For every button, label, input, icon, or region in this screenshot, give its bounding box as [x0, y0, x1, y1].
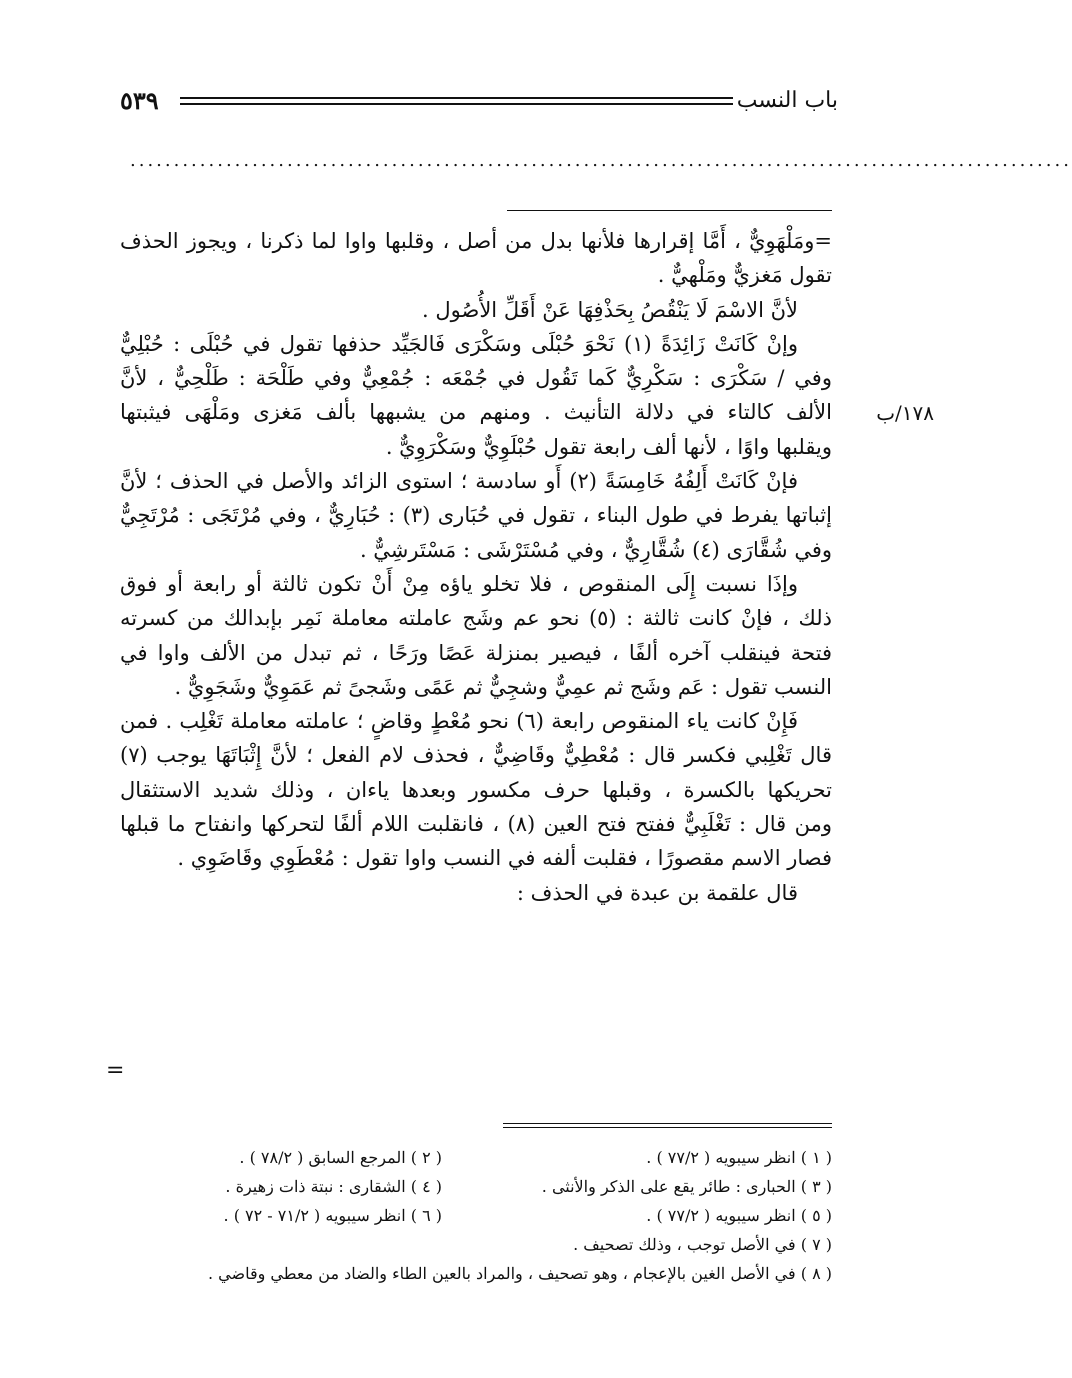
page-header	[120, 88, 838, 122]
text-line: وفي / سَكْرَى : سَكْرِيٌّ كَما تَقُول في جُمْعَه : جُمْعِيٌّ وفي طَلْحَة : طَلْحِيٌّ ، لأنَّ	[120, 366, 832, 391]
text-line: ويقلبها واوًا ، لأنها ألف رابعة تقول حُبْلَوِيٌّ وسَكْرَوِيٌّ .	[385, 434, 832, 459]
section-rule	[507, 210, 832, 211]
text-line: =ومَلْهَوِيٌّ ، أَمَّا إقرارها فلأنها بدل من أصل ، وقلبها واوا لما ذكرنا ، ويجوز الحذف	[120, 229, 832, 253]
footnote-row	[120, 1230, 832, 1259]
footnotes	[120, 1143, 832, 1288]
text-line: فَإِنْ كانت ياء المنقوص رابعة (٦) نحو مُعْطٍ وقاضٍ ؛ عاملته معاملة تَغْلِب . فمن	[120, 709, 798, 734]
text-line: فتحة فينقلب آخره ألفًا ، فيصير بمنزلة عَصًا ورَحًا ، ثم تبدل من الألف واوا في	[120, 640, 832, 665]
footnote-1: ( ١ ) انظر سيبويه ( ٧٧/٢ ) .	[646, 1148, 832, 1167]
footnote-row	[120, 1172, 832, 1201]
verse-line: لأنَّ الاسْمَ لَا يَنْقُصُ بِحَذْفِهَا عَنْ أَقَلِّ الأُصُول .	[422, 297, 798, 322]
footnote-row	[120, 1259, 832, 1288]
footnote-6: ( ٦ ) انظر سيبويه ( ٧١/٢ - ٧٢ ) .	[223, 1206, 442, 1225]
chapter-title: باب النسب	[736, 88, 838, 113]
footnote-row	[120, 1201, 832, 1230]
text-line: وإنْ كَانَتْ زَائِدَةً (١) نَحْوَ حُبْلَى وسَكْرَى فَالجَيِّد حذفها تقول في حُبْلَى : حُبْلِيٌّ	[120, 331, 798, 356]
dotted-separator: ............................................................................................................	[130, 150, 1072, 171]
footnote-8: ( ٨ ) في الأصل الغين بالإعجام ، وهو تصحيف ، والمراد بالعين الطاء والضاد من معطي وقاضي .	[208, 1264, 832, 1283]
footnote-2: ( ٢ ) المرجع السابق ( ٧٨/٢ ) .	[239, 1148, 442, 1167]
text-line: ومن قال : تَغْلَبِيٌّ ففتح فتح العين (٨) ، فانقلبت اللام ألفًا لتحركها وانفتاح ما قبلها	[120, 812, 832, 837]
text-line: تقول مَغزيٌّ ومَلْهيٌّ .	[657, 263, 832, 288]
text-line: قال علقمة بن عبدة في الحذف :	[516, 880, 798, 905]
text-line: الألف كالتاء في دلالة التأنيث . ومنهم من يشبهها بألف مَغزى ومَلْهَى فيثبتها	[120, 400, 832, 425]
text-line: ذلك ، فإنْ كانت ثالثة : (٥) نحو عم وشَج عاملته معاملة نَمِر بإبدالك من كسرته	[120, 606, 832, 631]
text-line: وإذَا نسبت إِلَى المنقوص ، فلا تخلو ياؤه مِنْ أَنْ تكون ثالثة أو رابعة أو فوق	[120, 571, 798, 596]
continuation-mark: =	[106, 1058, 125, 1083]
text-line: قال تَغْلِبي فكسر قال : مُعْطِيٌّ وقَاضِيٌّ ، فحذف لام الفعل ؛ لأنَّ إِثْبَاتَهَا يوجب (٧)	[120, 743, 832, 768]
header-rule	[180, 97, 733, 105]
footnote-4: ( ٤ ) الشقارى : نبتة ذات زهيرة .	[225, 1177, 442, 1196]
footnote-5: ( ٥ ) انظر سيبويه ( ٧٧/٢ ) .	[646, 1206, 832, 1225]
page-number: ٥٣٩	[120, 86, 159, 115]
text-line: النسب تقول : عَم وشَج ثم عمِيٌّ وشجِيٌّ ثم عَمًى وشَجىً ثم عَمَوِيٌّ وشَجَوِيٌّ .	[174, 674, 832, 699]
text-line: إثباتها يفرط في طول البناء ، تقول في حُبَارى (٣) : حُبَارِيٌّ ، وفي مُرْتَجَى : مُرْتَجِيٌّ	[120, 503, 832, 528]
footnote-3: ( ٣ ) الحبارى : طائر يقع على الذكر والأنثى .	[541, 1177, 832, 1196]
main-text	[120, 224, 832, 910]
text-line: فصار الاسم مقصورًا ، فقلبت ألفه في النسب واوا تقول : مُعْطَوِي وقَاضَوِي .	[177, 846, 832, 871]
footnote-7: ( ٧ ) في الأصل توجب ، وذلك تصحيف .	[573, 1235, 832, 1254]
text-line: تحريكها بالكسرة ، وقبلها حرف مكسور وبعدها ياءان ، وذلك شديد الاستثقال	[120, 777, 832, 802]
text-line: فإنْ كَانَتْ أَلِفُهُ خَامِسَةً (٢) أَو سادسة ؛ استوى الزائد والأصل في الحذف ؛ لأنَّ	[120, 469, 798, 494]
text-line: وفي شُقَّارَى (٤) شُقَّارِيٌّ ، وفي مُسْتَرْشَى : مَسْتَرشِيٌّ .	[359, 537, 832, 562]
footnote-rule	[503, 1123, 832, 1128]
margin-folio-note: ١٧٨/ب	[876, 401, 934, 425]
footnote-row	[120, 1143, 832, 1172]
